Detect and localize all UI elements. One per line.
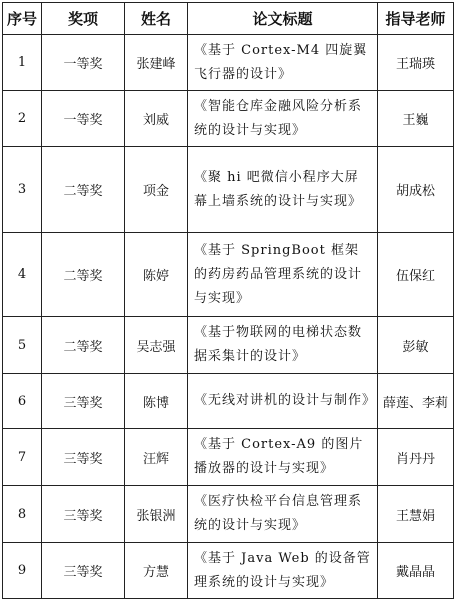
row-index: 5 [3,317,42,374]
table-row [3,147,454,233]
row-advisor: 王巍 [378,91,454,147]
header-award: 奖项 [42,3,125,35]
row-title: 《医疗快检平台信息管理系统的设计与实现》 [188,486,378,543]
row-award: 二等奖 [42,233,125,317]
row-advisor: 戴晶晶 [378,543,454,599]
row-name: 方慧 [125,543,188,599]
row-title: 《基于 Cortex-A9 的图片播放器的设计与实现》 [188,429,378,486]
row-name: 张建峰 [125,35,188,91]
row-index: 7 [3,429,42,486]
table-row [3,233,454,317]
row-advisor: 彭敏 [378,317,454,374]
row-name: 刘威 [125,91,188,147]
row-name: 吴志强 [125,317,188,374]
row-index: 3 [3,147,42,233]
row-title: 《基于 Cortex-M4 四旋翼飞行器的设计》 [188,35,378,91]
row-advisor: 肖丹丹 [378,429,454,486]
row-advisor: 王瑞瑛 [378,35,454,91]
table-row [3,35,454,91]
row-title: 《无线对讲机的设计与制作》 [188,374,378,429]
row-index: 6 [3,374,42,429]
table-row [3,486,454,543]
row-index: 8 [3,486,42,543]
row-advisor: 王慧娟 [378,486,454,543]
row-advisor: 薛莲、李莉 [378,374,454,429]
row-index: 2 [3,91,42,147]
row-award: 二等奖 [42,147,125,233]
row-award: 三等奖 [42,374,125,429]
row-award: 三等奖 [42,429,125,486]
row-award: 一等奖 [42,35,125,91]
table-row [3,317,454,374]
row-advisor: 胡成松 [378,147,454,233]
header-row [3,3,454,35]
row-index: 1 [3,35,42,91]
row-award: 三等奖 [42,543,125,599]
row-name: 陈博 [125,374,188,429]
row-title: 《基于 SpringBoot 框架的药房药品管理系统的设计与实现》 [188,233,378,317]
row-name: 张银洲 [125,486,188,543]
header-index: 序号 [3,3,42,35]
row-title: 《基于物联网的电梯状态数据采集计的设计》 [188,317,378,374]
row-name: 陈婷 [125,233,188,317]
row-index: 9 [3,543,42,599]
row-index: 4 [3,233,42,317]
row-title: 《聚 hi 吧微信小程序大屏幕上墙系统的设计与实现》 [188,147,378,233]
table-row [3,429,454,486]
row-title: 《基于 Java Web 的设备管理系统的设计与实现》 [188,543,378,599]
row-award: 三等奖 [42,486,125,543]
header-advisor: 指导老师 [378,3,454,35]
row-award: 一等奖 [42,91,125,147]
row-name: 项金 [125,147,188,233]
row-advisor: 伍保红 [378,233,454,317]
header-name: 姓名 [125,3,188,35]
row-title: 《智能仓库金融风险分析系统的设计与实现》 [188,91,378,147]
row-name: 汪辉 [125,429,188,486]
table-row [3,543,454,599]
table-row [3,374,454,429]
award-table [2,2,454,599]
table-row [3,91,454,147]
header-title: 论文标题 [188,3,378,35]
row-award: 二等奖 [42,317,125,374]
